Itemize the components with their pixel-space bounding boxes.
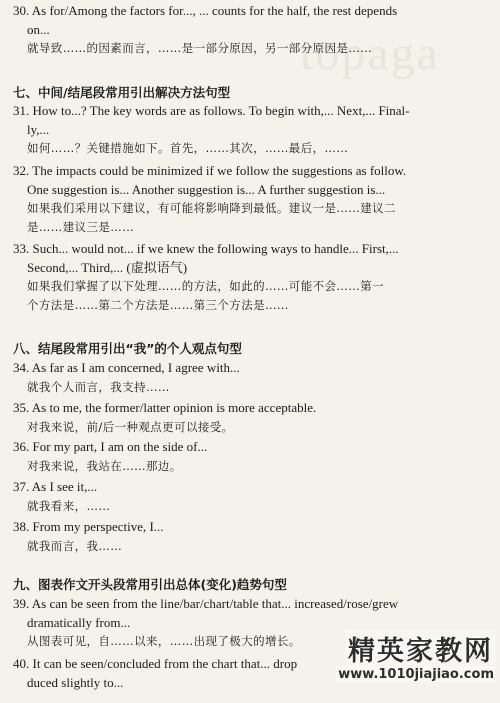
item-chinese: 就我个人而言，我支持…… [27, 379, 170, 394]
item-chinese-cont: 个方法是……第二个方法是……第三个方法是…… [27, 297, 289, 312]
item-chinese: 如果我们掌握了以下处理……的方法，如此的……可能不会……第一 [27, 279, 384, 293]
item-english: 32. The impacts could be minimized if we follow the suggestions as follow. [13, 163, 407, 178]
item-english: 39. As can be seen from the line/bar/chart/table that... increased/rose/grew [13, 596, 399, 611]
item-chinese: 从图表可见，自……以来，……出现了极大的增长。 [27, 634, 301, 648]
item-english-cont: One suggestion is... Another suggestion is... A further suggestion is... [27, 181, 386, 197]
item-chinese-cont: 是……建议三是…… [27, 219, 135, 234]
section-heading: 八、结尾段常用引出“我”的个人观点句型 [13, 341, 242, 356]
item-english: 37. As I see it,... [13, 479, 98, 494]
background-watermark: topaga [300, 27, 440, 80]
list-item [13, 2, 487, 58]
list-item [13, 399, 487, 436]
logo-url: www.1010jiajiao.com [338, 667, 494, 682]
list-item [13, 162, 487, 236]
item-english-cont: duced slightly to... [27, 674, 124, 690]
item-english-cont: ly,... [27, 121, 50, 137]
list-item [13, 438, 487, 475]
list-item [13, 518, 487, 555]
item-english-cont: dramatically from... [27, 614, 131, 630]
list-item [13, 359, 487, 396]
item-english-cont: Second,... Third,... (虚拟语气) [27, 259, 188, 275]
section-heading: 七、中间/结尾段常用引出解决方法句型 [13, 85, 231, 100]
site-logo [338, 629, 496, 689]
item-chinese: 如何……？关键措施如下。首先，……其次，……最后，…… [27, 141, 349, 155]
list-item [13, 240, 487, 314]
item-english: 40. It can be seen/concluded from the chart that... drop [13, 656, 298, 671]
item-english: 31. How to...? The key words are as follows. To begin with,... Next,... Final- [13, 103, 410, 118]
item-chinese: 对我来说，前/后一种观点更可以接受。 [27, 419, 234, 434]
item-chinese: 就导致……的因素而言，……是一部分原因，另一部分原因是…… [27, 41, 373, 55]
item-english: 30. As for/Among the factors for..., ... counts for the half, the rest depends [13, 3, 398, 18]
item-english: 38. From my perspective, I... [13, 519, 164, 534]
item-chinese: 就我而言，我…… [27, 538, 123, 553]
item-chinese: 就我看来，…… [27, 498, 111, 513]
list-item [13, 102, 487, 158]
item-chinese: 如果我们采用以下建议，有可能将影响降到最低。建议一是……建议二 [27, 201, 396, 215]
item-english: 35. As to me, the former/latter opinion is more acceptable. [13, 400, 317, 415]
list-item [13, 478, 487, 515]
item-chinese: 对我来说，我站在……那边。 [27, 458, 182, 473]
logo-text: 精英家教网 [345, 629, 496, 668]
item-english: 34. As far as I am concerned, I agree with... [13, 360, 240, 375]
item-english: 33. Such... would not... if we knew the following ways to handle... First,... [13, 241, 399, 256]
section-heading: 九、图表作文开头段常用引出总体(变化)趋势句型 [13, 577, 287, 592]
item-english: 36. For my part, I am on the side of... [13, 439, 208, 454]
item-english-cont: on... [27, 21, 50, 37]
